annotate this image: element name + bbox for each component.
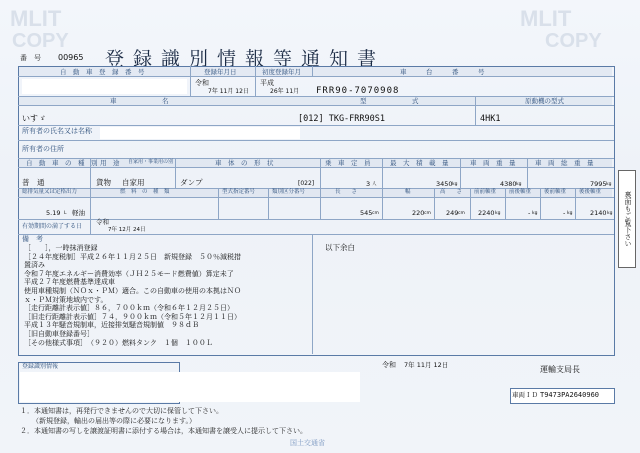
owner-name-label: 所有者の氏名又は名称 [22, 127, 92, 135]
capacity-value: 3 [366, 180, 371, 188]
width-value: 220 [412, 209, 425, 217]
rule [475, 96, 476, 125]
vehicle-id-value: T9473PA2640960 [540, 391, 600, 399]
rule [382, 188, 383, 219]
rule [255, 66, 256, 96]
chassis-no-value: FRR90-7070908 [316, 86, 400, 96]
rule [218, 188, 219, 219]
rule [18, 105, 614, 106]
rule [312, 66, 313, 76]
valid-date: 7年 12月 24日 [108, 227, 146, 233]
document-title: 登録識別情報等通知書 [105, 48, 386, 70]
rule [434, 188, 435, 219]
reg-info-label: 登録識別情報 [22, 363, 59, 370]
redacted-reg-no [22, 79, 187, 94]
rule [460, 158, 461, 188]
rr-axle-unit: kg [607, 211, 613, 216]
vehicle-weight-unit: kg [516, 182, 522, 187]
rr-axle-value: 2140 [590, 209, 607, 217]
model-label: 型 式 [360, 97, 419, 105]
rule [505, 188, 506, 219]
body-shape-label: 車 体 の 形 状 [215, 159, 274, 167]
length-value: 545 [360, 209, 373, 217]
remark-line: ［２４年度税制］平成２６年１１月２５日 新規登録 ５０％減税措 [24, 252, 241, 261]
length-label: 長 さ [335, 189, 358, 195]
private-comm-label: 自家用・事業用の別 [128, 159, 174, 165]
rule [382, 158, 383, 188]
max-load-value: 3450 [436, 180, 453, 188]
valid-era: 令和 [96, 218, 109, 226]
height-value: 249 [446, 209, 459, 217]
model-value: [012] TKG-FRR90S1 [298, 114, 385, 124]
engine-model-label: 原動機の型式 [525, 97, 564, 105]
redacted-reg-info [20, 372, 360, 402]
issue-date: 7年 11月 12日 [404, 361, 449, 369]
remarks-label: 備 考 [22, 235, 43, 243]
rule [90, 219, 91, 234]
rf-axle-label: 後前軸重 [544, 189, 567, 195]
rule [18, 76, 614, 77]
fuel-label: 燃 料 の 種 類 [120, 189, 170, 195]
reg-date-era: 令和 [195, 79, 209, 87]
rf-axle-value: - [563, 209, 566, 217]
redacted-owner-name [100, 127, 300, 139]
width-label: 幅 [405, 189, 411, 195]
remark-line: ［その他様式事項］ （９２０）燃料タンク １個 １００Ｌ [24, 338, 213, 347]
remark-line: 平成２７年度燃費基準達成車 [24, 278, 115, 287]
vehicle-id-label: 車両ＩＤ [512, 391, 538, 399]
remark-line: 置済み [24, 261, 45, 270]
first-reg-label: 初度登録年月 [262, 68, 301, 76]
remark-line: ［走行距離計表示値］８６，７００ｋｍ（令和６年１２月２５日） [24, 304, 234, 313]
rule [90, 188, 91, 219]
body-shape-value: ダンプ [180, 178, 203, 187]
remark-line: 令和７年度エネルギー消費効率（ＪＨ２５モード燃費値）算定未了 [24, 269, 234, 278]
reg-date-value: 7年 11月 12日 [208, 88, 249, 95]
rule [470, 188, 471, 219]
remark-line: ［旧自動車登録番号］ [24, 329, 94, 338]
capacity-unit: 人 [372, 182, 377, 187]
vehicle-weight-label: 車 両 重 量 [470, 159, 516, 167]
rule [18, 234, 614, 235]
rule [312, 234, 313, 354]
note-line-2: （新規登録，輸出の届出等の際に必要になります。） [32, 417, 196, 425]
first-reg-era: 平成 [260, 79, 274, 87]
rule [18, 167, 614, 168]
displacement-unit: L [64, 211, 67, 216]
rr-axle-label: 後後軸重 [579, 189, 602, 195]
mlit-watermark-right: MLIT [520, 6, 572, 31]
vehicle-kind-value: 普 通 [22, 178, 45, 187]
remarks-list [24, 245, 310, 348]
capacity-label: 乗 車 定 員 [325, 159, 371, 167]
vehicle-weight-value: 4380 [500, 180, 517, 188]
displacement-label: 総排気量又は定格出力 [22, 189, 78, 195]
length-unit: cm [372, 211, 379, 216]
fr-axle-unit: kg [532, 211, 538, 216]
private-comm-value: 自家用 [122, 178, 145, 187]
note-line-1: １．本通知書は，再発行できませんので大切に保管して下さい。 [20, 407, 223, 415]
mlit-watermark-left: MLIT [10, 6, 62, 31]
gross-weight-value: 7995 [590, 180, 607, 188]
rule [18, 197, 614, 198]
gross-weight-unit: kg [606, 182, 612, 187]
make-value: いすゞ [22, 114, 46, 123]
copy-watermark-right: COPY [545, 30, 602, 52]
first-reg-value: 26年 11月 [270, 88, 300, 95]
fuel-value: 軽油 [72, 209, 85, 217]
rule [175, 158, 176, 188]
rule [320, 188, 321, 219]
remarks-right-text: 以下余白 [325, 243, 355, 252]
remark-line: ［ ］，一時抹消登録 [24, 244, 98, 252]
engine-model-value: 4HK1 [480, 114, 501, 124]
make-label: 車 名 [110, 97, 169, 105]
max-load-unit: kg [452, 182, 458, 187]
body-code-value: [022] [298, 180, 315, 187]
rule [320, 158, 321, 188]
reg-no-label: 自 動 車 登 録 番 号 [60, 68, 145, 76]
ff-axle-unit: kg [495, 211, 501, 216]
owner-address-label: 所有者の住所 [22, 145, 64, 153]
fr-axle-value: - [528, 209, 531, 217]
rule [575, 188, 576, 219]
displacement-value: 5.19 [46, 209, 61, 217]
rule [18, 140, 614, 141]
reg-date-label: 登録年月日 [204, 68, 237, 76]
number-value: 00965 [58, 53, 84, 62]
ff-axle-label: 前前軸重 [474, 189, 497, 195]
copy-watermark-left: COPY [12, 30, 69, 52]
ministry-footer-mark: 国土交通省 [290, 439, 325, 447]
remark-line: ｘ・ＰＭ対策地域内です。 [24, 295, 108, 304]
height-label: 高 さ [440, 189, 463, 195]
header-row-shade-2 [19, 96, 612, 105]
rule [190, 66, 191, 96]
fr-axle-label: 前後軸重 [509, 189, 532, 195]
valid-until-label: 有効期間の満了する日 [22, 223, 83, 230]
width-unit: cm [424, 211, 431, 216]
rf-axle-unit: kg [567, 211, 573, 216]
remark-line: 使用車種規制（ＮＯｘ・ＰＭ）適合。この自動車の使用の本拠はＮＯ [24, 286, 241, 295]
vehicle-kind-label: 自 動 車 の 種 別 [26, 159, 98, 167]
see-reverse-side-note: 裏面もご覧下さい [618, 170, 636, 268]
remark-line: 平成１３年騒音規制車，近接排気騒音規制値 ９８ｄＢ [24, 321, 199, 330]
rule [18, 125, 614, 126]
use-value: 貨物 [96, 178, 111, 187]
number-label: 番 号 [20, 54, 41, 62]
class-no-label: 類別区分番号 [272, 189, 306, 195]
max-load-label: 最 大 積 載 量 [390, 159, 449, 167]
use-label: 用 途 [100, 159, 120, 167]
rule [268, 188, 269, 219]
rule [527, 158, 528, 188]
issue-era: 令和 [382, 361, 396, 369]
rule [540, 188, 541, 219]
gross-weight-label: 車 両 総 重 量 [535, 159, 594, 167]
type-no-label: 型式指定番号 [222, 189, 256, 195]
ff-axle-value: 2240 [478, 209, 495, 217]
office-title: 運輸支局長 [540, 365, 580, 374]
chassis-no-label: 車 台 番 号 [400, 68, 485, 76]
remark-line: ［旧走行距離計表示値］７４，９００ｋｍ（令和５年１２月１１日） [24, 312, 241, 321]
height-unit: cm [458, 211, 465, 216]
note-line-3: ２．本通知書の写しを譲渡証明書に添付する場合は，本通知書を譲受人に提示して下さい。 [20, 427, 307, 435]
